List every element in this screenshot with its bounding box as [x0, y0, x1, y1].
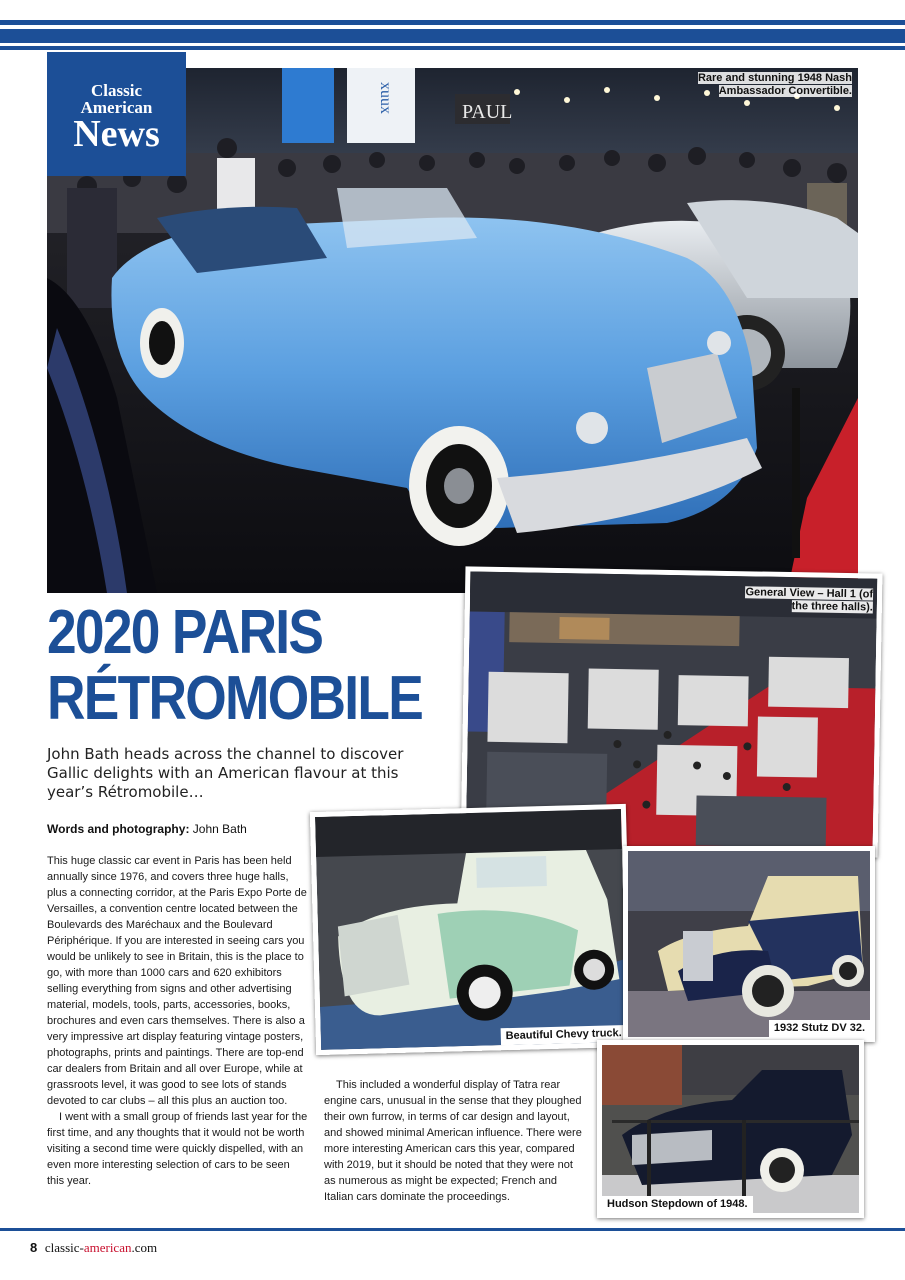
byline	[47, 822, 247, 836]
body-col2-paragraph-1: This included a wonderful display of Tatra rear engine cars, unusual in the sense that they ploughed their own furrow, in terms of car design and layout, and showed minimal American influence. There were more interesting American cars this year, compared with 2019, but it should be noted that they were not as numerous as might be expected; French and Italian cars dominate the proceedings.	[324, 1079, 582, 1203]
chevy-photo-illustration	[315, 809, 627, 1050]
footer-site-url	[45, 1240, 157, 1255]
byline-name: John Bath	[192, 822, 247, 836]
site-accent: american	[83, 1240, 132, 1255]
caption-hudson-text: Hudson Stepdown of 1948.	[607, 1198, 748, 1210]
caption-stutz	[769, 1020, 870, 1037]
caption-chevy-text: Beautiful Chevy truck.	[505, 1027, 622, 1043]
sign-paul: PAUL	[462, 101, 513, 123]
body-column-2	[324, 1077, 586, 1205]
caption-main	[677, 72, 852, 98]
article-headline	[47, 598, 423, 733]
hudson-photo-illustration	[602, 1045, 859, 1213]
stutz-photo-illustration	[628, 851, 870, 1037]
byline-label: Words and photography:	[47, 822, 190, 836]
caption-hall	[743, 586, 873, 614]
top-stripe-1	[0, 20, 905, 25]
logo-line-news: News	[73, 113, 160, 155]
logo-line-american: American	[80, 98, 153, 117]
site-suffix: .com	[131, 1240, 158, 1255]
page-footer	[30, 1240, 157, 1256]
top-stripe-2	[0, 29, 905, 43]
footer-rule	[0, 1228, 905, 1231]
classic-american-news-logo	[47, 52, 186, 176]
standfirst: John Bath heads across the channel to discover Gallic delights with an American flavour at this year’s Rétromobile…	[47, 745, 404, 801]
top-stripe-3	[0, 46, 905, 50]
body-col1-paragraph-2: I went with a small group of friends last year for the first time, and any thoughts that it would not be worth visiting a second time were quickly dispelled, with an even more interesting selection of cars to be seen this year.	[47, 1111, 308, 1187]
caption-hudson	[602, 1196, 753, 1213]
sign-xuux: xuux	[377, 82, 394, 114]
caption-main-text: Rare and stunning 1948 Nash Ambassador Convertible.	[697, 72, 852, 97]
page-number: 8	[30, 1240, 38, 1255]
headline-line-1: 2020 PARIS	[47, 598, 323, 667]
caption-hall-text: General View – Hall 1 (of the three halls).	[745, 586, 874, 614]
photo-chevy-truck	[310, 804, 632, 1055]
site-prefix: classic-	[44, 1240, 84, 1255]
caption-stutz-text: 1932 Stutz DV 32.	[773, 1022, 865, 1034]
photo-hudson-stepdown	[597, 1040, 864, 1218]
body-column-1	[47, 853, 309, 1189]
logo-line-classic: Classic	[91, 81, 142, 100]
body-col1-paragraph-1: This huge classic car event in Paris has been held annually since 1976, and covers three huge halls, plus a connecting corridor, at the Paris Expo Porte de Versailles, a convention centre located between the Boulevards des Maréchaux and the Boulevard Périphérique. If you are interested in seeing cars you would be unlikely to see in Britain, this is the place to go, with more than 1000 cars and 620 exhibitors selling everything from signs and other advertising material, models, tools, parts, accessories, books, brochures and even cars themselves. There is also a very impressive art display featuring vintage posters, photographs, prints and paintings. There are top-end car dealers from Britain and all over Europe, while at grassroots level, it was good to see lots of stands devoted to car clubs – all this plus an auction too.	[47, 855, 307, 1107]
photo-stutz-dv32	[623, 846, 875, 1042]
headline-line-2: RÉTROMOBILE	[47, 664, 423, 733]
